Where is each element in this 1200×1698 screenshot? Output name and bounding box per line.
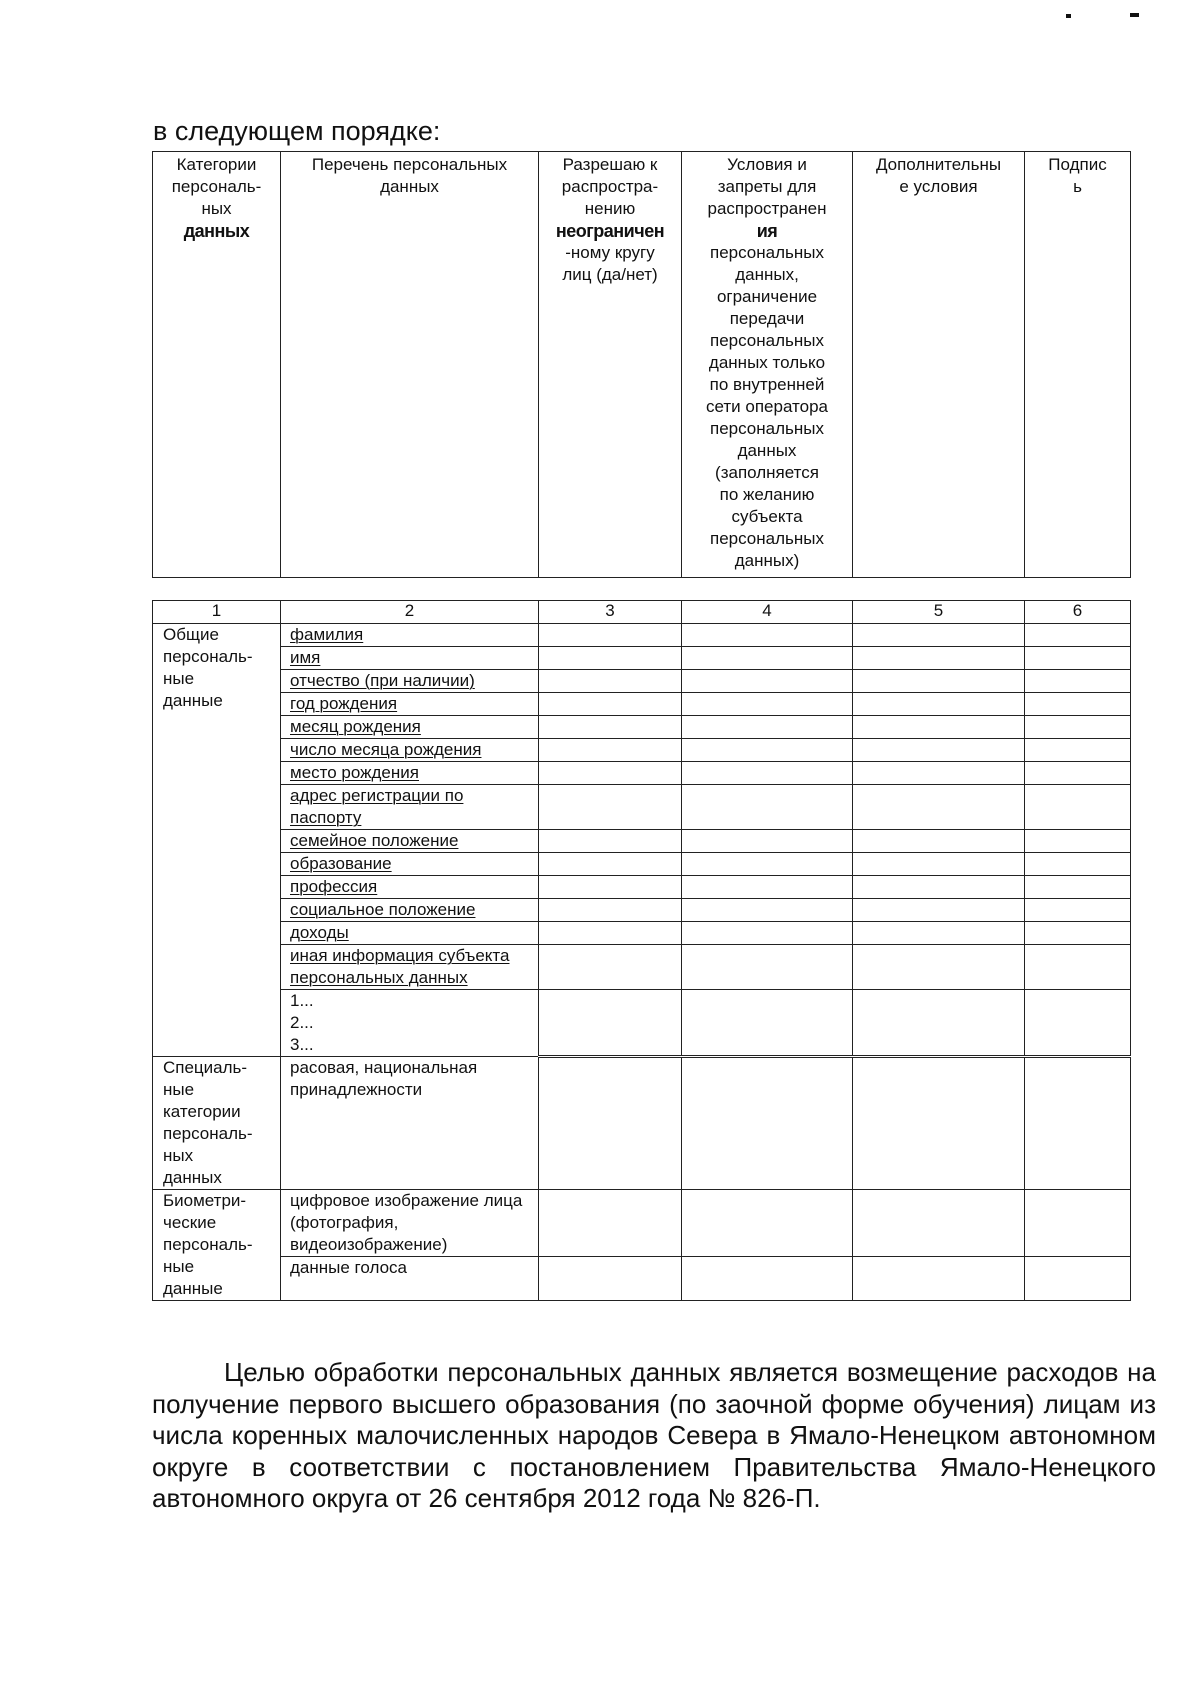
- table-row: [153, 853, 1131, 876]
- numbered-items: [281, 990, 539, 1057]
- header-line: (заполняется: [715, 463, 819, 482]
- additional-cell[interactable]: [853, 647, 1025, 670]
- header-line: лиц (да/нет): [562, 265, 658, 284]
- header-line: по желанию: [719, 485, 815, 504]
- header-line: субъекта: [731, 507, 803, 526]
- conditions-cell[interactable]: [682, 624, 853, 647]
- signature-cell[interactable]: [1025, 624, 1131, 647]
- table-row: [153, 899, 1131, 922]
- permission-cell[interactable]: [539, 670, 682, 693]
- permission-cell[interactable]: [539, 899, 682, 922]
- additional-cell[interactable]: [853, 1190, 1025, 1257]
- header-line: Дополнительны: [875, 155, 1002, 174]
- table-row: [153, 945, 1131, 990]
- header-row: [153, 152, 1131, 578]
- table-row: [153, 693, 1131, 716]
- permission-cell[interactable]: [539, 693, 682, 716]
- header-cell-signature: [1025, 152, 1131, 578]
- permission-cell[interactable]: [539, 762, 682, 785]
- conditions-cell[interactable]: [682, 990, 853, 1057]
- permission-cell[interactable]: [539, 853, 682, 876]
- column-number: 3: [539, 601, 682, 624]
- header-line: по внутренней: [709, 375, 825, 394]
- signature-cell[interactable]: [1025, 945, 1131, 990]
- header-line: ограничение: [716, 287, 818, 306]
- permission-cell[interactable]: [539, 739, 682, 762]
- category-line: ные: [163, 669, 195, 688]
- data-item: профессия: [281, 876, 539, 899]
- header-line: запреты для: [717, 177, 817, 196]
- header-cell-list: [281, 152, 539, 578]
- header-line: персональных: [710, 243, 824, 262]
- permission-cell[interactable]: [539, 876, 682, 899]
- conditions-cell[interactable]: [682, 1257, 853, 1301]
- header-line: нению: [584, 199, 636, 218]
- header-line: данных): [734, 551, 800, 570]
- conditions-cell[interactable]: [682, 670, 853, 693]
- header-line: персональ-: [171, 177, 262, 196]
- additional-cell[interactable]: [853, 739, 1025, 762]
- header-line: персональных: [710, 529, 824, 548]
- additional-cell[interactable]: [853, 670, 1025, 693]
- category-line: персональ-: [163, 1124, 253, 1143]
- permission-cell[interactable]: [539, 990, 682, 1057]
- additional-cell[interactable]: [853, 693, 1025, 716]
- data-item: месяц рождения: [281, 716, 539, 739]
- column-number: 6: [1025, 601, 1131, 624]
- category-line: персональ-: [163, 647, 253, 666]
- category-line: Специаль-: [163, 1058, 248, 1077]
- category-line: персональ-: [163, 1235, 253, 1254]
- permission-cell[interactable]: [539, 922, 682, 945]
- signature-cell[interactable]: [1025, 1190, 1131, 1257]
- signature-cell[interactable]: [1025, 785, 1131, 830]
- additional-cell[interactable]: [853, 990, 1025, 1057]
- numbered-item: 3...: [290, 1035, 314, 1054]
- conditions-cell[interactable]: [682, 762, 853, 785]
- category-special: [153, 1057, 281, 1190]
- numbered-item: 2...: [290, 1013, 314, 1032]
- additional-cell[interactable]: [853, 922, 1025, 945]
- category-biometric: [153, 1190, 281, 1301]
- data-item: данные голоса: [281, 1257, 539, 1301]
- signature-cell[interactable]: [1025, 693, 1131, 716]
- category-line: ные: [163, 1257, 195, 1276]
- conditions-cell[interactable]: [682, 739, 853, 762]
- category-line: данные: [163, 691, 223, 710]
- conditions-cell[interactable]: [682, 1057, 853, 1190]
- signature-cell[interactable]: [1025, 716, 1131, 739]
- category-line: данные: [163, 1279, 223, 1298]
- additional-cell[interactable]: [853, 830, 1025, 853]
- table-row: [153, 670, 1131, 693]
- conditions-cell[interactable]: [682, 922, 853, 945]
- signature-cell[interactable]: [1025, 647, 1131, 670]
- column-number: 1: [153, 601, 281, 624]
- conditions-cell[interactable]: [682, 785, 853, 830]
- column-number: 2: [281, 601, 539, 624]
- header-line: Разрешаю к: [562, 155, 658, 174]
- data-item: образование: [281, 853, 539, 876]
- table-row: [153, 1190, 1131, 1257]
- conditions-cell[interactable]: [682, 853, 853, 876]
- additional-cell[interactable]: [853, 624, 1025, 647]
- data-item: семейное положение: [281, 830, 539, 853]
- permission-cell[interactable]: [539, 945, 682, 990]
- conditions-cell[interactable]: [682, 876, 853, 899]
- header-line: Категории: [176, 155, 257, 174]
- additional-cell[interactable]: [853, 876, 1025, 899]
- header-cell-conditions: [682, 152, 853, 578]
- header-line-bold: ия: [756, 221, 778, 241]
- table-row: [153, 647, 1131, 670]
- permission-cell[interactable]: [539, 1190, 682, 1257]
- table-row: [153, 1057, 1131, 1190]
- header-line: Условия и: [727, 155, 807, 174]
- header-cell-permission: [539, 152, 682, 578]
- additional-cell[interactable]: [853, 899, 1025, 922]
- header-table: [152, 151, 1131, 578]
- conditions-cell[interactable]: [682, 945, 853, 990]
- purpose-paragraph: Целью обработки персональных данных является возмещение расходов на получение первого высшего образования (по заочной форме обучения) лицам из числа коренных малочисленных народов Севера в Ямало-Ненецком автономном округе в соответствии с постановлением Правительства Ямало-Ненецкого автономного округа от 26 сентября 2012 года № 826-П.: [152, 1357, 1156, 1513]
- table-row: [153, 876, 1131, 899]
- additional-cell[interactable]: [853, 762, 1025, 785]
- permission-cell[interactable]: [539, 1057, 682, 1190]
- table-row: [153, 990, 1131, 1057]
- scan-mark-dash: [1130, 13, 1139, 17]
- additional-cell[interactable]: [853, 716, 1025, 739]
- category-line: ных: [163, 1146, 194, 1165]
- intro-text: в следующем порядке:: [153, 116, 441, 146]
- data-item: социальное положение: [281, 899, 539, 922]
- table-row: [153, 716, 1131, 739]
- data-item: иная информация субъекта персональных данных: [281, 945, 539, 990]
- permission-cell[interactable]: [539, 1257, 682, 1301]
- column-number: 4: [682, 601, 853, 624]
- data-item: отчество (при наличии): [281, 670, 539, 693]
- category-line: данных: [163, 1168, 222, 1187]
- header-cell-additional: [853, 152, 1025, 578]
- header-line: данных: [737, 441, 797, 460]
- conditions-cell[interactable]: [682, 716, 853, 739]
- header-line: Перечень персональных: [311, 155, 508, 174]
- header-line: данных только: [708, 353, 826, 372]
- category-line: категории: [163, 1102, 241, 1121]
- scan-mark-dot: [1066, 14, 1071, 18]
- header-line: распространен: [707, 199, 827, 218]
- column-number-row: [153, 601, 1131, 624]
- header-line: персональных: [710, 419, 824, 438]
- table-row: [153, 922, 1131, 945]
- data-item: число месяца рождения: [281, 739, 539, 762]
- header-line: Подпис: [1048, 155, 1107, 174]
- category-line: Биометри-: [163, 1191, 247, 1210]
- category-line: ные: [163, 1080, 195, 1099]
- additional-cell[interactable]: [853, 1257, 1025, 1301]
- signature-cell[interactable]: [1025, 670, 1131, 693]
- header-line: данных: [380, 177, 439, 196]
- main-table: [152, 600, 1131, 1301]
- signature-cell[interactable]: [1025, 1057, 1131, 1190]
- header-line: персональных: [710, 331, 824, 350]
- category-line: Общие: [163, 625, 219, 644]
- table-row: [153, 624, 1131, 647]
- table-row: [153, 739, 1131, 762]
- conditions-cell[interactable]: [682, 693, 853, 716]
- permission-cell[interactable]: [539, 785, 682, 830]
- conditions-cell[interactable]: [682, 830, 853, 853]
- header-line-bold: данных: [183, 221, 250, 241]
- header-line-bold: неограничен: [555, 221, 665, 241]
- conditions-cell[interactable]: [682, 1190, 853, 1257]
- additional-cell[interactable]: [853, 853, 1025, 876]
- table-row: [153, 785, 1131, 830]
- additional-cell[interactable]: [853, 945, 1025, 990]
- header-line: передачи: [729, 309, 805, 328]
- header-line: данных,: [735, 265, 799, 284]
- signature-cell[interactable]: [1025, 876, 1131, 899]
- column-number: 5: [853, 601, 1025, 624]
- signature-cell[interactable]: [1025, 739, 1131, 762]
- data-item: имя: [281, 647, 539, 670]
- data-item: место рождения: [281, 762, 539, 785]
- permission-cell[interactable]: [539, 830, 682, 853]
- header-line: -ному кругу: [565, 243, 655, 262]
- category-general: [153, 624, 281, 1057]
- header-line: ь: [1073, 177, 1082, 196]
- signature-cell[interactable]: [1025, 1257, 1131, 1301]
- table-row: [153, 830, 1131, 853]
- data-item: год рождения: [281, 693, 539, 716]
- numbered-item: 1...: [290, 991, 314, 1010]
- signature-cell[interactable]: [1025, 922, 1131, 945]
- permission-cell[interactable]: [539, 716, 682, 739]
- permission-cell[interactable]: [539, 647, 682, 670]
- signature-cell[interactable]: [1025, 899, 1131, 922]
- data-item: фамилия: [281, 624, 539, 647]
- table-row: [153, 1257, 1131, 1301]
- signature-cell[interactable]: [1025, 830, 1131, 853]
- permission-cell[interactable]: [539, 624, 682, 647]
- additional-cell[interactable]: [853, 785, 1025, 830]
- category-line: ческие: [163, 1213, 217, 1232]
- header-line: распростра-: [561, 177, 659, 196]
- data-item: адрес регистрации по паспорту: [281, 785, 539, 830]
- data-item: доходы: [281, 922, 539, 945]
- signature-cell[interactable]: [1025, 990, 1131, 1057]
- conditions-cell[interactable]: [682, 899, 853, 922]
- signature-cell[interactable]: [1025, 762, 1131, 785]
- header-line: е условия: [899, 177, 978, 196]
- signature-cell[interactable]: [1025, 853, 1131, 876]
- conditions-cell[interactable]: [682, 647, 853, 670]
- data-item: расовая, национальная принадлежности: [281, 1057, 539, 1190]
- header-line: ных: [201, 199, 232, 218]
- table-row: [153, 762, 1131, 785]
- header-cell-category: [153, 152, 281, 578]
- additional-cell[interactable]: [853, 1057, 1025, 1190]
- data-item: цифровое изображение лица (фотография, видеоизображение): [281, 1190, 539, 1257]
- header-line: сети оператора: [705, 397, 828, 416]
